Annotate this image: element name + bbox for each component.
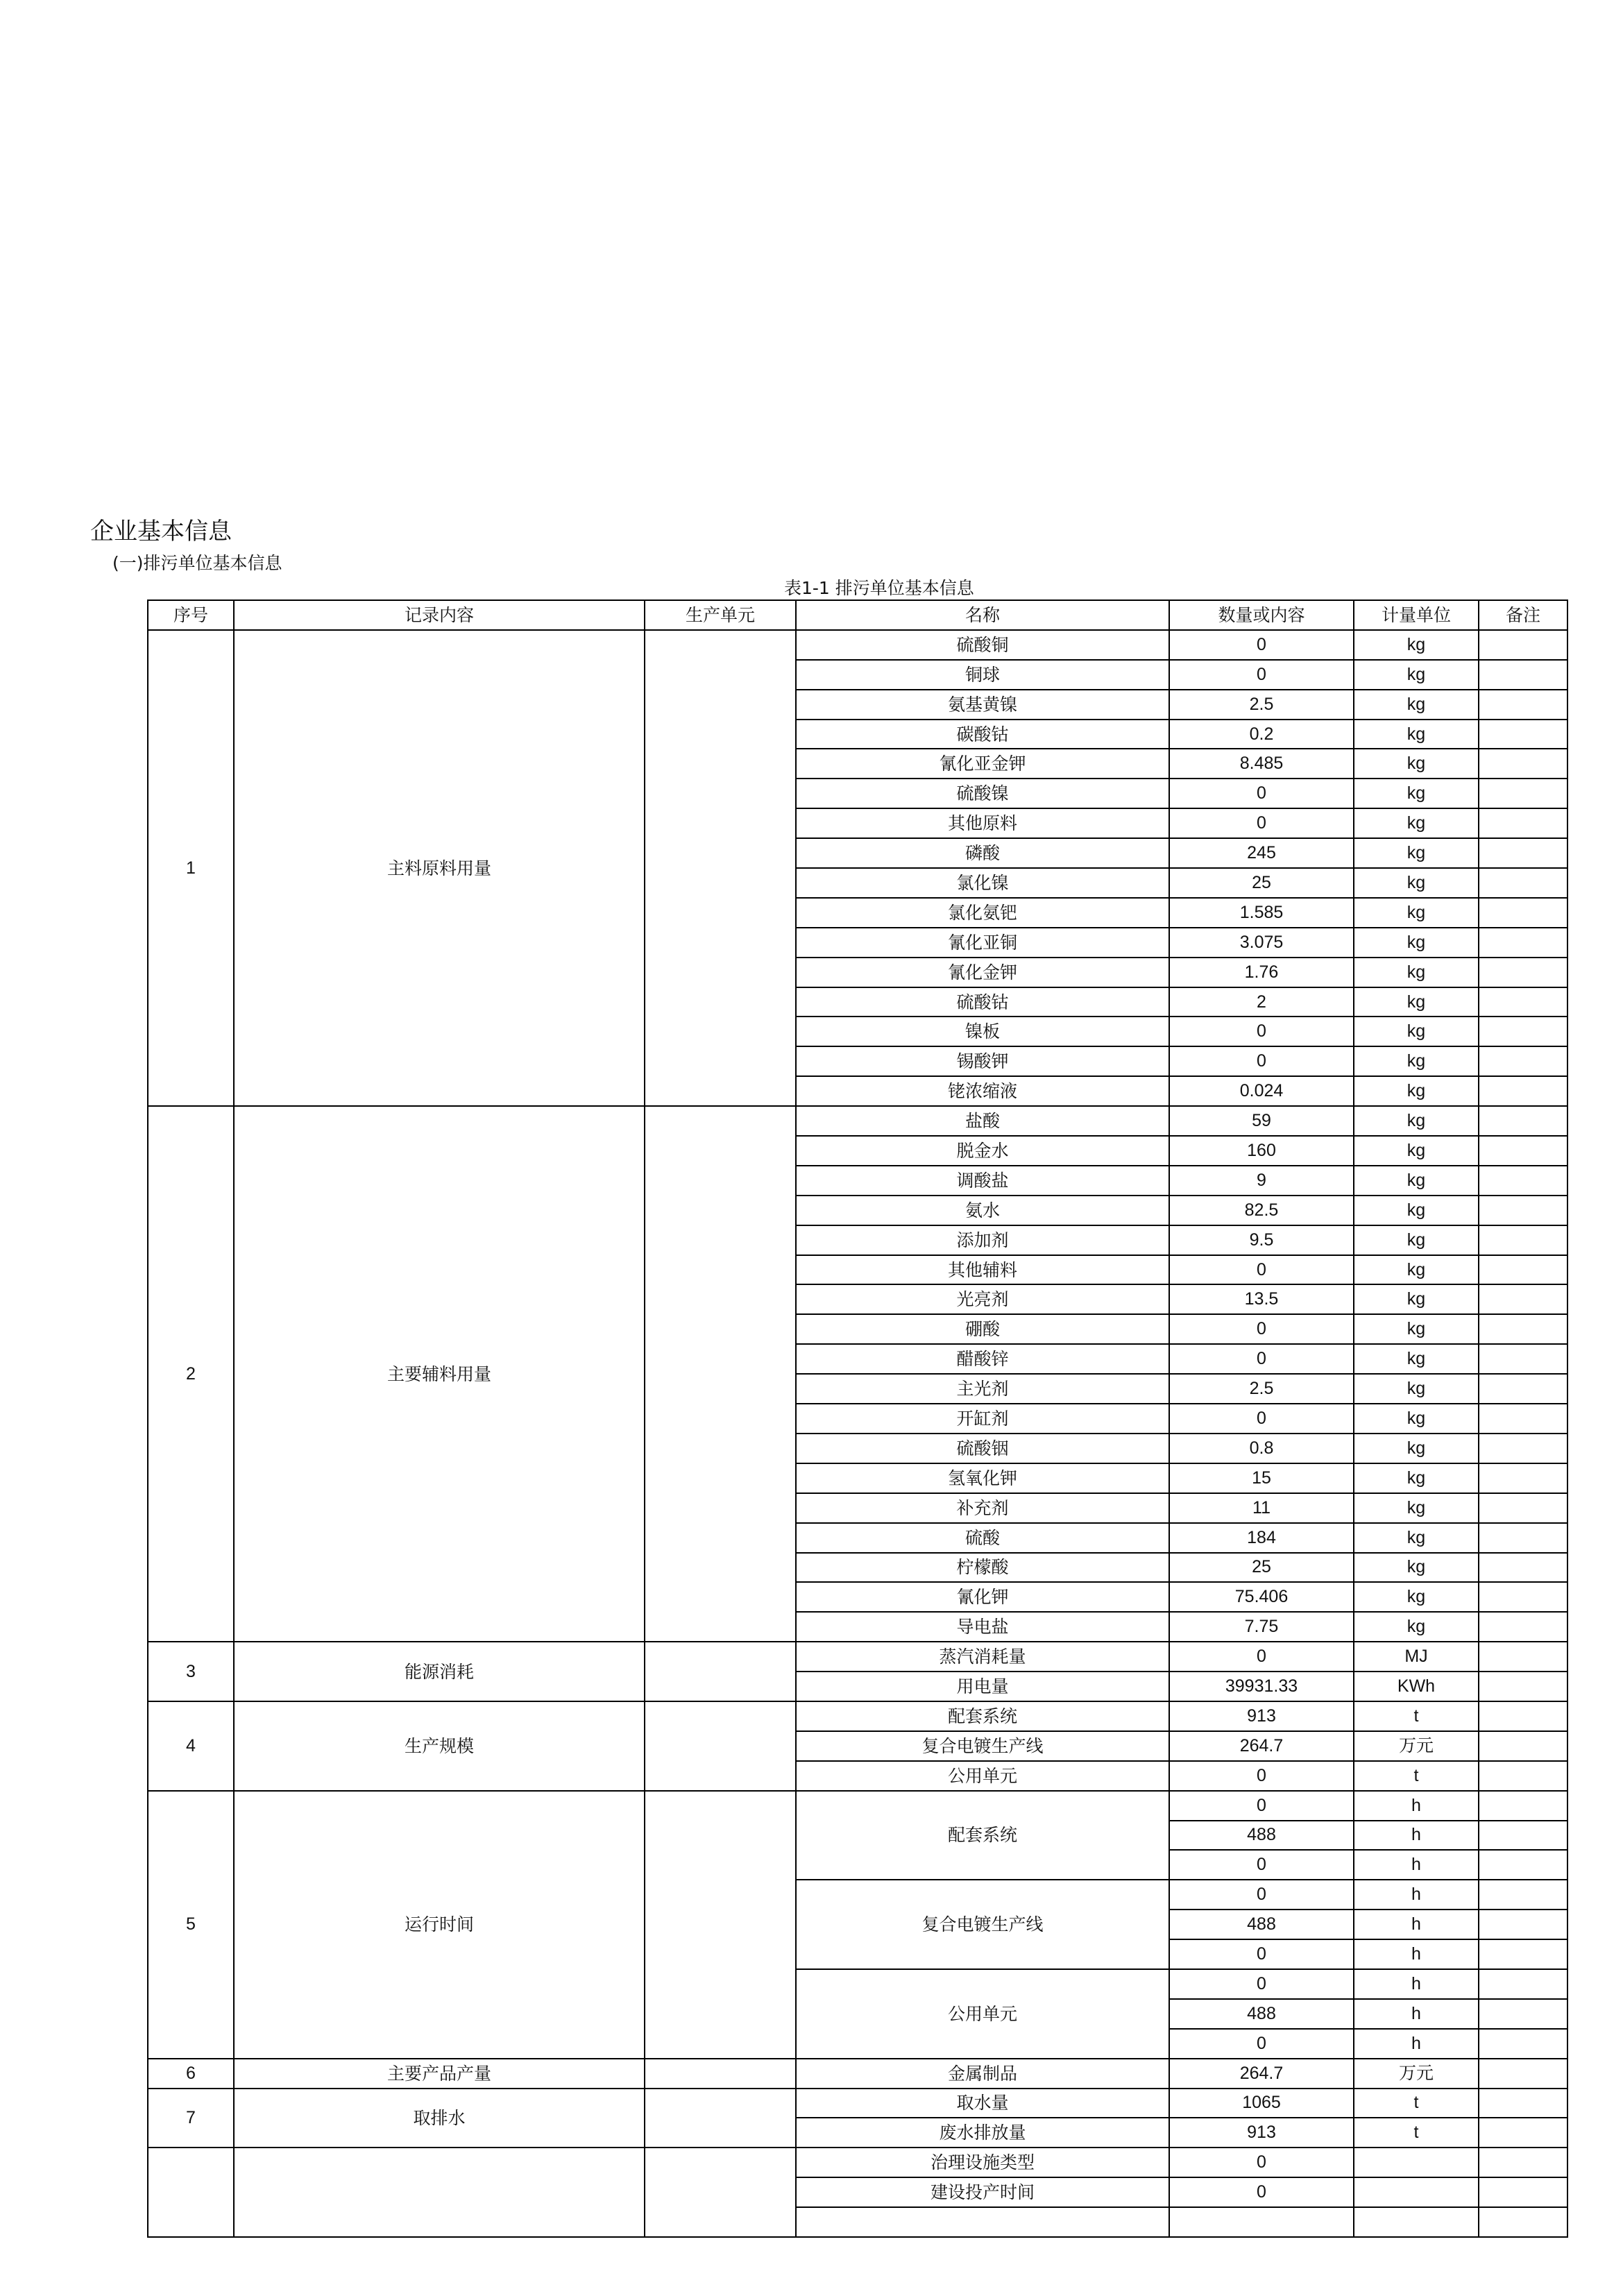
- row-unit: kg: [1354, 749, 1479, 779]
- row-remark: [1479, 1612, 1567, 1642]
- row-unit: h: [1354, 1969, 1479, 1999]
- row-value: 0: [1169, 630, 1354, 660]
- row-item-name: 柠檬酸: [796, 1553, 1169, 1583]
- row-unit: kg: [1354, 928, 1479, 958]
- row-value: 2.5: [1169, 1374, 1354, 1404]
- row-remark: [1479, 1910, 1567, 1939]
- row-remark: [1479, 1701, 1567, 1731]
- row-unit: kg: [1354, 660, 1479, 690]
- row-remark: [1479, 1166, 1567, 1196]
- row-remark: [1479, 1076, 1567, 1106]
- row-item-name: 铜球: [796, 660, 1169, 690]
- row-remark: [1479, 1850, 1567, 1880]
- row-remark: [1479, 838, 1567, 868]
- table-row: [148, 2089, 1567, 2118]
- row-item-name: 补充剂: [796, 1493, 1169, 1523]
- row-value: 1.585: [1169, 898, 1354, 928]
- row-item-name: 导电盐: [796, 1612, 1169, 1642]
- row-value: 0: [1169, 1314, 1354, 1344]
- subsection-heading: (一)排污单位基本信息: [112, 553, 282, 573]
- row-item-name: 治理设施类型: [796, 2148, 1169, 2177]
- row-unit: kg: [1354, 1612, 1479, 1642]
- column-header: 数量或内容: [1169, 600, 1354, 630]
- row-remark: [1479, 1761, 1567, 1791]
- row-record-content: 能源消耗: [234, 1642, 645, 1701]
- row-item-name: 脱金水: [796, 1136, 1169, 1166]
- row-remark: [1479, 1374, 1567, 1404]
- row-value: 488: [1169, 1821, 1354, 1851]
- row-value: 25: [1169, 1553, 1354, 1583]
- row-remark: [1479, 1553, 1567, 1583]
- row-remark: [1479, 1255, 1567, 1285]
- table-row: [148, 1701, 1567, 1731]
- row-record-content: [234, 2148, 645, 2237]
- table-row: [148, 1106, 1567, 1136]
- table-row: [148, 2148, 1567, 2177]
- row-remark: [1479, 1880, 1567, 1910]
- row-item-name: 蒸汽消耗量: [796, 1642, 1169, 1672]
- row-item-name: 氯化镍: [796, 868, 1169, 898]
- row-value: 8.485: [1169, 749, 1354, 779]
- row-item-name: 主光剂: [796, 1374, 1169, 1404]
- row-value: 264.7: [1169, 2059, 1354, 2089]
- row-item-name: 镍板: [796, 1017, 1169, 1046]
- table-row: [148, 1642, 1567, 1672]
- table-row: [148, 1791, 1567, 1821]
- row-value: 0: [1169, 1969, 1354, 1999]
- row-value: 0: [1169, 1791, 1354, 1821]
- row-item-name: 氨水: [796, 1196, 1169, 1225]
- row-production-unit: [645, 1791, 796, 2059]
- row-remark: [1479, 690, 1567, 720]
- row-value: 913: [1169, 2118, 1354, 2148]
- row-remark: [1479, 1939, 1567, 1969]
- section-heading: 企业基本信息: [90, 518, 232, 545]
- row-item-name: 公用单元: [796, 1969, 1169, 2059]
- row-item-name: 硫酸钴: [796, 987, 1169, 1017]
- row-value: 0: [1169, 1404, 1354, 1434]
- row-remark: [1479, 1999, 1567, 2029]
- row-value: 7.75: [1169, 1612, 1354, 1642]
- row-remark: [1479, 1523, 1567, 1553]
- row-remark: [1479, 1582, 1567, 1612]
- row-value: 0.024: [1169, 1076, 1354, 1106]
- column-header: 序号: [148, 600, 234, 630]
- row-value: 160: [1169, 1136, 1354, 1166]
- row-value: 0.8: [1169, 1434, 1354, 1463]
- row-value: 0: [1169, 1880, 1354, 1910]
- row-production-unit: [645, 630, 796, 1106]
- row-value: 913: [1169, 1701, 1354, 1731]
- row-item-name: 配套系统: [796, 1791, 1169, 1880]
- row-seq: [148, 2148, 234, 2237]
- row-item-name: 碳酸钴: [796, 720, 1169, 749]
- row-value: 245: [1169, 838, 1354, 868]
- row-remark: [1479, 808, 1567, 838]
- row-value: 82.5: [1169, 1196, 1354, 1225]
- row-remark: [1479, 1196, 1567, 1225]
- row-remark: [1479, 660, 1567, 690]
- row-item-name: 光亮剂: [796, 1284, 1169, 1314]
- row-value: 9.5: [1169, 1225, 1354, 1255]
- row-remark: [1479, 958, 1567, 987]
- row-remark: [1479, 1017, 1567, 1046]
- row-item-name: 氰化钾: [796, 1582, 1169, 1612]
- row-remark: [1479, 2089, 1567, 2118]
- row-unit: kg: [1354, 1225, 1479, 1255]
- row-remark: [1479, 1821, 1567, 1851]
- row-value: 75.406: [1169, 1582, 1354, 1612]
- row-value: 2.5: [1169, 690, 1354, 720]
- row-production-unit: [645, 1642, 796, 1701]
- row-remark: [1479, 1493, 1567, 1523]
- row-unit: kg: [1354, 1463, 1479, 1493]
- row-item-name: 调酸盐: [796, 1166, 1169, 1196]
- row-value: 25: [1169, 868, 1354, 898]
- row-unit: h: [1354, 1850, 1479, 1880]
- row-value: 0: [1169, 808, 1354, 838]
- row-remark: [1479, 2148, 1567, 2177]
- row-unit: h: [1354, 1910, 1479, 1939]
- row-item-name: 硫酸铜: [796, 630, 1169, 660]
- row-unit: 万元: [1354, 2059, 1479, 2089]
- row-record-content: 主要产品产量: [234, 2059, 645, 2089]
- row-value: 184: [1169, 1523, 1354, 1553]
- row-item-name: 磷酸: [796, 838, 1169, 868]
- row-record-content: 主要辅料用量: [234, 1106, 645, 1642]
- row-unit: kg: [1354, 1344, 1479, 1374]
- row-unit: t: [1354, 2089, 1479, 2118]
- row-remark: [1479, 1463, 1567, 1493]
- row-unit: kg: [1354, 1314, 1479, 1344]
- row-value: 0: [1169, 2177, 1354, 2207]
- row-remark: [1479, 1642, 1567, 1672]
- row-item-name: 氰化亚金钾: [796, 749, 1169, 779]
- row-unit: kg: [1354, 987, 1479, 1017]
- table-row: [148, 2059, 1567, 2089]
- row-seq: 3: [148, 1642, 234, 1701]
- row-remark: [1479, 928, 1567, 958]
- row-unit: MJ: [1354, 1642, 1479, 1672]
- row-item-name: 开缸剂: [796, 1404, 1169, 1434]
- row-remark: [1479, 2029, 1567, 2059]
- row-unit: kg: [1354, 1136, 1479, 1166]
- row-remark: [1479, 2118, 1567, 2148]
- row-value: 0: [1169, 1850, 1354, 1880]
- row-remark: [1479, 1314, 1567, 1344]
- row-remark: [1479, 1106, 1567, 1136]
- row-item-name: 建设投产时间: [796, 2177, 1169, 2207]
- row-value: 264.7: [1169, 1731, 1354, 1761]
- row-unit: kg: [1354, 779, 1479, 808]
- row-value: 59: [1169, 1106, 1354, 1136]
- row-unit: kg: [1354, 1106, 1479, 1136]
- row-unit: [1354, 2177, 1479, 2207]
- row-item-name: 复合电镀生产线: [796, 1731, 1169, 1761]
- row-unit: kg: [1354, 1523, 1479, 1553]
- row-unit: kg: [1354, 838, 1479, 868]
- row-item-name: 硫酸铟: [796, 1434, 1169, 1463]
- row-production-unit: [645, 2059, 796, 2089]
- row-unit: kg: [1354, 898, 1479, 928]
- row-seq: 1: [148, 630, 234, 1106]
- row-item-name: 配套系统: [796, 1701, 1169, 1731]
- row-unit: kg: [1354, 1255, 1479, 1285]
- row-value: [1169, 2207, 1354, 2237]
- row-unit: h: [1354, 1939, 1479, 1969]
- row-item-name: 锡酸钾: [796, 1046, 1169, 1076]
- row-item-name: 醋酸锌: [796, 1344, 1169, 1374]
- row-remark: [1479, 720, 1567, 749]
- row-value: 1.76: [1169, 958, 1354, 987]
- column-header: 记录内容: [234, 600, 645, 630]
- row-value: 1065: [1169, 2089, 1354, 2118]
- column-header: 生产单元: [645, 600, 796, 630]
- row-remark: [1479, 2207, 1567, 2237]
- row-record-content: 取排水: [234, 2089, 645, 2148]
- info-table: [147, 599, 1568, 2238]
- row-remark: [1479, 1225, 1567, 1255]
- row-unit: kg: [1354, 1017, 1479, 1046]
- row-unit: kg: [1354, 868, 1479, 898]
- row-remark: [1479, 1969, 1567, 1999]
- row-value: 13.5: [1169, 1284, 1354, 1314]
- row-remark: [1479, 2177, 1567, 2207]
- row-unit: kg: [1354, 1166, 1479, 1196]
- row-seq: 2: [148, 1106, 234, 1642]
- row-remark: [1479, 749, 1567, 779]
- table-caption: 表1-1 排污单位基本信息: [784, 578, 974, 598]
- row-item-name: 氰化金钾: [796, 958, 1169, 987]
- row-value: 0: [1169, 1046, 1354, 1076]
- row-value: 15: [1169, 1463, 1354, 1493]
- row-unit: h: [1354, 1999, 1479, 2029]
- row-item-name: 公用单元: [796, 1761, 1169, 1791]
- row-remark: [1479, 987, 1567, 1017]
- row-item-name: [796, 2207, 1169, 2237]
- row-record-content: 主料原料用量: [234, 630, 645, 1106]
- row-remark: [1479, 898, 1567, 928]
- row-remark: [1479, 1046, 1567, 1076]
- row-unit: t: [1354, 2118, 1479, 2148]
- row-item-name: 添加剂: [796, 1225, 1169, 1255]
- row-item-name: 其他原料: [796, 808, 1169, 838]
- row-remark: [1479, 1344, 1567, 1374]
- row-production-unit: [645, 1701, 796, 1791]
- row-item-name: 废水排放量: [796, 2118, 1169, 2148]
- row-record-content: 生产规模: [234, 1701, 645, 1791]
- row-unit: kg: [1354, 690, 1479, 720]
- row-unit: kg: [1354, 630, 1479, 660]
- column-header: 计量单位: [1354, 600, 1479, 630]
- row-remark: [1479, 1791, 1567, 1821]
- row-remark: [1479, 779, 1567, 808]
- row-unit: kg: [1354, 1046, 1479, 1076]
- row-item-name: 复合电镀生产线: [796, 1880, 1169, 1969]
- row-unit: h: [1354, 1821, 1479, 1851]
- row-unit: kg: [1354, 1493, 1479, 1523]
- row-production-unit: [645, 1106, 796, 1642]
- row-unit: kg: [1354, 958, 1479, 987]
- row-unit: kg: [1354, 1553, 1479, 1583]
- row-value: 0: [1169, 1017, 1354, 1046]
- row-unit: kg: [1354, 1582, 1479, 1612]
- row-value: 0: [1169, 779, 1354, 808]
- row-unit: kg: [1354, 808, 1479, 838]
- row-remark: [1479, 630, 1567, 660]
- row-unit: [1354, 2207, 1479, 2237]
- column-header: 名称: [796, 600, 1169, 630]
- row-item-name: 氰化亚铜: [796, 928, 1169, 958]
- row-unit: t: [1354, 1761, 1479, 1791]
- row-unit: kg: [1354, 720, 1479, 749]
- row-value: 0: [1169, 2029, 1354, 2059]
- row-item-name: 取水量: [796, 2089, 1169, 2118]
- row-unit: t: [1354, 1701, 1479, 1731]
- row-item-name: 用电量: [796, 1672, 1169, 1701]
- row-value: 0.2: [1169, 720, 1354, 749]
- row-item-name: 其他辅料: [796, 1255, 1169, 1285]
- row-value: 0: [1169, 1255, 1354, 1285]
- row-value: 0: [1169, 660, 1354, 690]
- row-record-content: 运行时间: [234, 1791, 645, 2059]
- row-item-name: 金属制品: [796, 2059, 1169, 2089]
- row-remark: [1479, 1672, 1567, 1701]
- row-value: 0: [1169, 1642, 1354, 1672]
- row-unit: h: [1354, 1880, 1479, 1910]
- row-value: 0: [1169, 1939, 1354, 1969]
- row-production-unit: [645, 2148, 796, 2237]
- row-item-name: 氢氧化钾: [796, 1463, 1169, 1493]
- table-header-row: [148, 600, 1567, 630]
- row-unit: [1354, 2148, 1479, 2177]
- row-value: 0: [1169, 2148, 1354, 2177]
- row-remark: [1479, 1284, 1567, 1314]
- row-unit: 万元: [1354, 1731, 1479, 1761]
- row-remark: [1479, 2059, 1567, 2089]
- row-value: 488: [1169, 1999, 1354, 2029]
- row-remark: [1479, 868, 1567, 898]
- row-seq: 5: [148, 1791, 234, 2059]
- row-unit: kg: [1354, 1076, 1479, 1106]
- row-value: 9: [1169, 1166, 1354, 1196]
- row-item-name: 硼酸: [796, 1314, 1169, 1344]
- row-unit: kg: [1354, 1374, 1479, 1404]
- row-remark: [1479, 1731, 1567, 1761]
- row-item-name: 铑浓缩液: [796, 1076, 1169, 1106]
- row-item-name: 氯化氨钯: [796, 898, 1169, 928]
- row-seq: 4: [148, 1701, 234, 1791]
- row-item-name: 硫酸镍: [796, 779, 1169, 808]
- row-remark: [1479, 1136, 1567, 1166]
- row-unit: kg: [1354, 1404, 1479, 1434]
- row-unit: kg: [1354, 1196, 1479, 1225]
- row-unit: h: [1354, 2029, 1479, 2059]
- row-remark: [1479, 1434, 1567, 1463]
- row-unit: kg: [1354, 1284, 1479, 1314]
- row-value: 0: [1169, 1344, 1354, 1374]
- row-production-unit: [645, 2089, 796, 2148]
- row-item-name: 盐酸: [796, 1106, 1169, 1136]
- row-seq: 6: [148, 2059, 234, 2089]
- row-value: 0: [1169, 1761, 1354, 1791]
- row-item-name: 硫酸: [796, 1523, 1169, 1553]
- row-value: 3.075: [1169, 928, 1354, 958]
- column-header: 备注: [1479, 600, 1567, 630]
- row-value: 39931.33: [1169, 1672, 1354, 1701]
- row-seq: 7: [148, 2089, 234, 2148]
- row-remark: [1479, 1404, 1567, 1434]
- row-unit: h: [1354, 1791, 1479, 1821]
- table-row: [148, 630, 1567, 660]
- row-unit: KWh: [1354, 1672, 1479, 1701]
- row-value: 488: [1169, 1910, 1354, 1939]
- row-item-name: 氨基黄镍: [796, 690, 1169, 720]
- row-value: 11: [1169, 1493, 1354, 1523]
- row-unit: kg: [1354, 1434, 1479, 1463]
- row-value: 2: [1169, 987, 1354, 1017]
